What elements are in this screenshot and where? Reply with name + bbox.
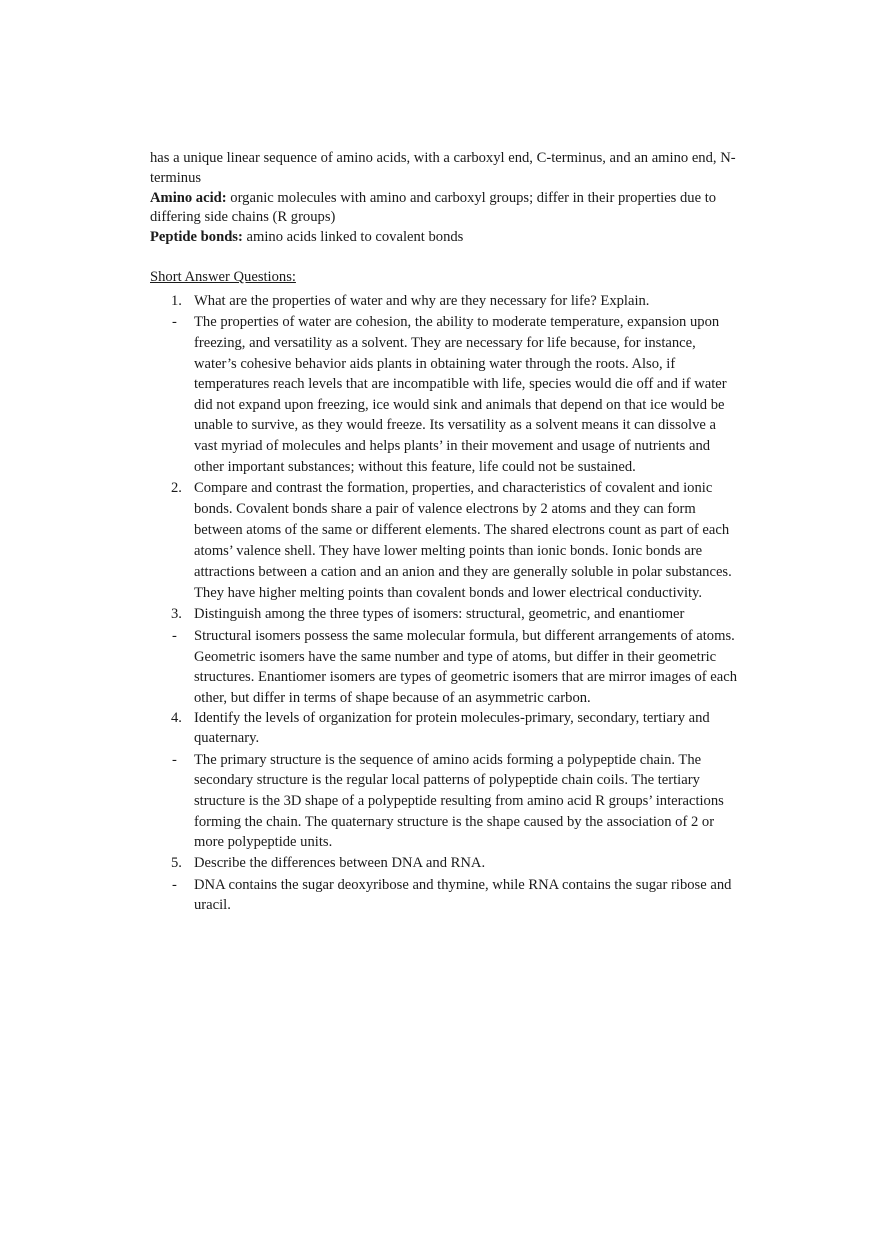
definition-peptide-bonds (150, 228, 740, 248)
question-item (150, 292, 740, 312)
question-item (150, 605, 740, 625)
list-marker: - (172, 314, 177, 331)
question-item (150, 709, 740, 749)
section-heading: Short Answer Questions: (150, 268, 296, 285)
answer-text: The primary structure is the sequence of amino acids forming a polypeptide chain. The secondary structure is the regular local patterns of polypeptide chain coils. The tertiary structure is the 3D shape of a polypeptide resulting from amino acid R groups’ interactions forming the chain. The quaternary structure is the shape caused by the association of 2 or more polypeptide units. (194, 751, 724, 851)
answer-item (150, 875, 740, 916)
question-text: What are the properties of water and why are they necessary for life? Explain. (194, 292, 650, 309)
question-item (150, 854, 740, 874)
list-marker: - (172, 876, 177, 893)
question-item (150, 478, 740, 604)
list-marker: 5. (171, 854, 182, 871)
answer-text: Structural isomers possess the same molecular formula, but different arrangements of atoms. Geometric isomers have the same number and type of atoms, but differ in their geometric structures. Enantiomer isomers are types of geometric isomers that are mirror images of each other, but differ in terms of shape because of an asymmetric carbon. (194, 627, 738, 706)
list-marker: 4. (171, 710, 182, 727)
list-marker: - (172, 627, 177, 644)
question-text: Identify the levels of organization for protein molecules-primary, secondary, tertiary and quaternary. (194, 710, 710, 747)
definition-text: organic molecules with amino and carboxyl groups; differ in their properties due to differing side chains (R groups) (150, 189, 717, 226)
short-answer-list (150, 292, 740, 916)
answer-item (150, 312, 740, 477)
question-text: Compare and contrast the formation, properties, and characteristics of covalent and ionic bonds. Covalent bonds share a pair of valence electrons by 2 atoms and they can form between atoms of the same or different elements. The shared electrons count as part of each atoms’ valence shell. They have lower melting points than ionic bonds. Ionic bonds are attractions between a cation and an anion and they are generally soluble in polar substances. They have higher melting points than covalent bonds and lower electrical conductivity. (194, 480, 732, 602)
question-text: Distinguish among the three types of isomers: structural, geometric, and enantiomer (194, 606, 685, 623)
answer-item (150, 626, 740, 708)
definition-term: Amino acid: (150, 189, 227, 206)
list-marker: 2. (171, 480, 182, 497)
definition-term: Peptide bonds: (150, 229, 243, 246)
list-marker: 1. (171, 292, 182, 309)
spacer (150, 248, 740, 268)
answer-text: The properties of water are cohesion, the ability to moderate temperature, expansion upon freezing, and versatility as a solvent. They are necessary for life because, for instance, water’s cohesive behavior aids plants in obtaining water through the roots. Also, if temperatures reach levels that are incompatible with life, species would die off and if water did not expand upon freezing, ice would sink and animals that depend on that ice would be unable to survive, as they would freeze. Its versatility as a solvent means it can dissolve a vast myriad of molecules and helps plants’ in their movement and usage of nutrients and other important substances; without this feature, life could not be sustained. (194, 314, 727, 475)
answer-item (150, 750, 740, 853)
answer-text: DNA contains the sugar deoxyribose and thymine, while RNA contains the sugar ribose and uracil. (194, 876, 732, 914)
question-text: Describe the differences between DNA and RNA. (194, 854, 486, 871)
list-marker: - (172, 751, 177, 768)
list-marker: 3. (171, 606, 182, 623)
intro-paragraph: has a unique linear sequence of amino acids, with a carboxyl end, C-terminus, and an amino end, N-terminus (150, 150, 736, 186)
document-page (150, 149, 740, 917)
definition-amino-acid (150, 189, 740, 229)
definition-text: amino acids linked to covalent bonds (242, 229, 464, 246)
